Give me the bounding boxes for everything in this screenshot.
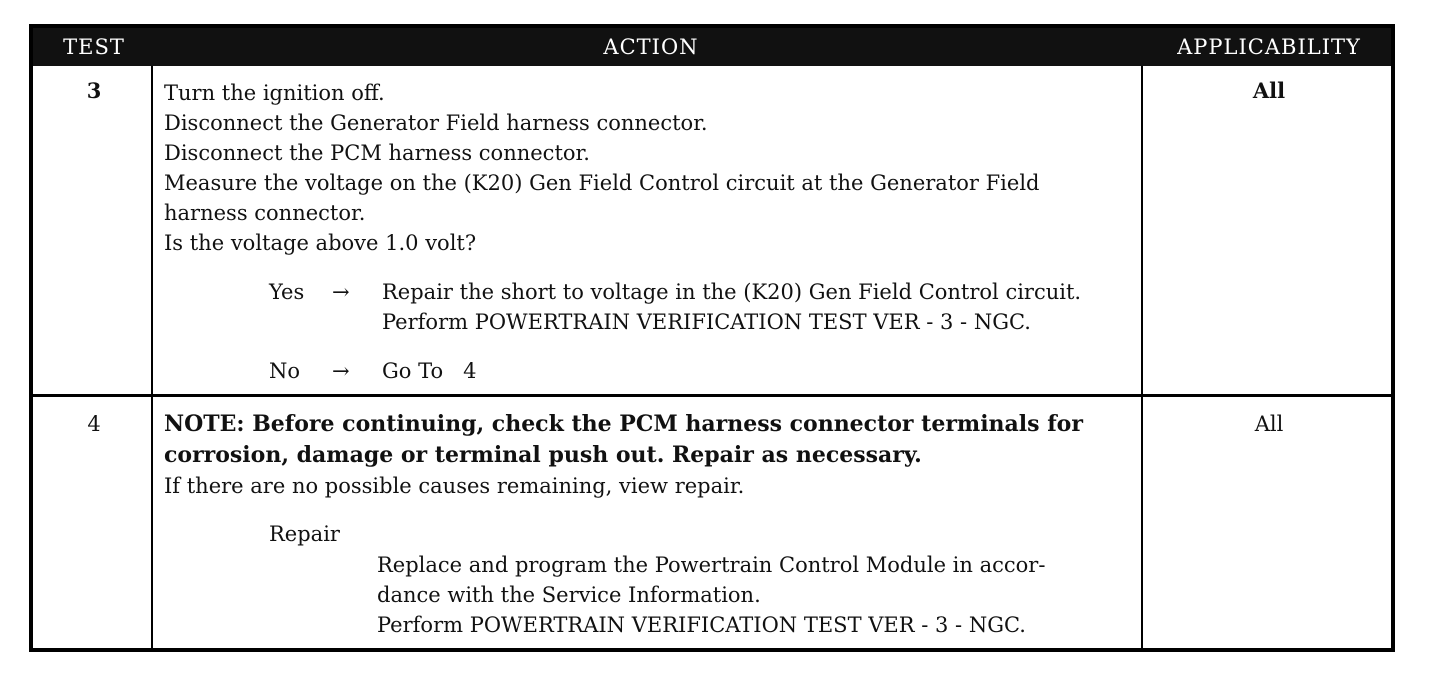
row-3-action-line: Turn the ignition off. xyxy=(164,81,385,105)
row-4-note-line: NOTE: Before continuing, check the PCM harness connector terminals for xyxy=(164,411,1083,437)
column-divider-1 xyxy=(151,66,153,648)
yes-label: Yes xyxy=(269,280,305,304)
repair-step-line: dance with the Service Information. xyxy=(377,583,761,607)
row-4-test-number: 4 xyxy=(87,412,101,436)
repair-step-line: Perform POWERTRAIN VERIFICATION TEST VER - 3 - NGC. xyxy=(377,613,1026,637)
row-4-applicability: All xyxy=(1254,412,1284,436)
row-3-action-line: harness connector. xyxy=(164,201,366,225)
row-3-action-line: Disconnect the Generator Field harness connector. xyxy=(164,111,708,135)
row-4-note-line: corrosion, damage or terminal push out. Repair as necessary. xyxy=(164,442,922,468)
row-4-action xyxy=(164,409,1149,501)
row-3-applicability: All xyxy=(1252,78,1286,103)
no-label: No xyxy=(269,359,301,383)
row-3-test-number: 3 xyxy=(86,78,102,103)
row-3-action-line: Is the voltage above 1.0 volt? xyxy=(164,231,477,255)
row-3-action-line: Measure the voltage on the (K20) Gen Field Control circuit at the Generator Field xyxy=(164,171,1040,195)
row-3-action xyxy=(164,78,1149,258)
yes-arrow-icon: → xyxy=(332,280,350,304)
no-result: Go To 4 xyxy=(382,359,477,383)
table-header xyxy=(33,28,1391,66)
yes-result-line: Repair the short to voltage in the (K20) Gen Field Control circuit. xyxy=(382,280,1082,304)
header-applicability: APPLICABILITY xyxy=(1177,35,1361,59)
header-action: ACTION xyxy=(603,35,699,59)
row-4-action-line: If there are no possible causes remaining, view repair. xyxy=(164,474,745,498)
header-test: TEST xyxy=(63,35,125,59)
no-arrow-icon: → xyxy=(332,359,350,383)
diagnostic-table xyxy=(29,24,1395,652)
repair-label: Repair xyxy=(269,522,340,546)
row-divider xyxy=(33,394,1391,397)
yes-result-line: Perform POWERTRAIN VERIFICATION TEST VER - 3 - NGC. xyxy=(382,310,1031,334)
repair-steps xyxy=(377,550,1045,640)
row-3-action-line: Disconnect the PCM harness connector. xyxy=(164,141,590,165)
repair-step-line: Replace and program the Powertrain Control Module in accor- xyxy=(377,553,1046,577)
yes-result xyxy=(382,277,1081,337)
